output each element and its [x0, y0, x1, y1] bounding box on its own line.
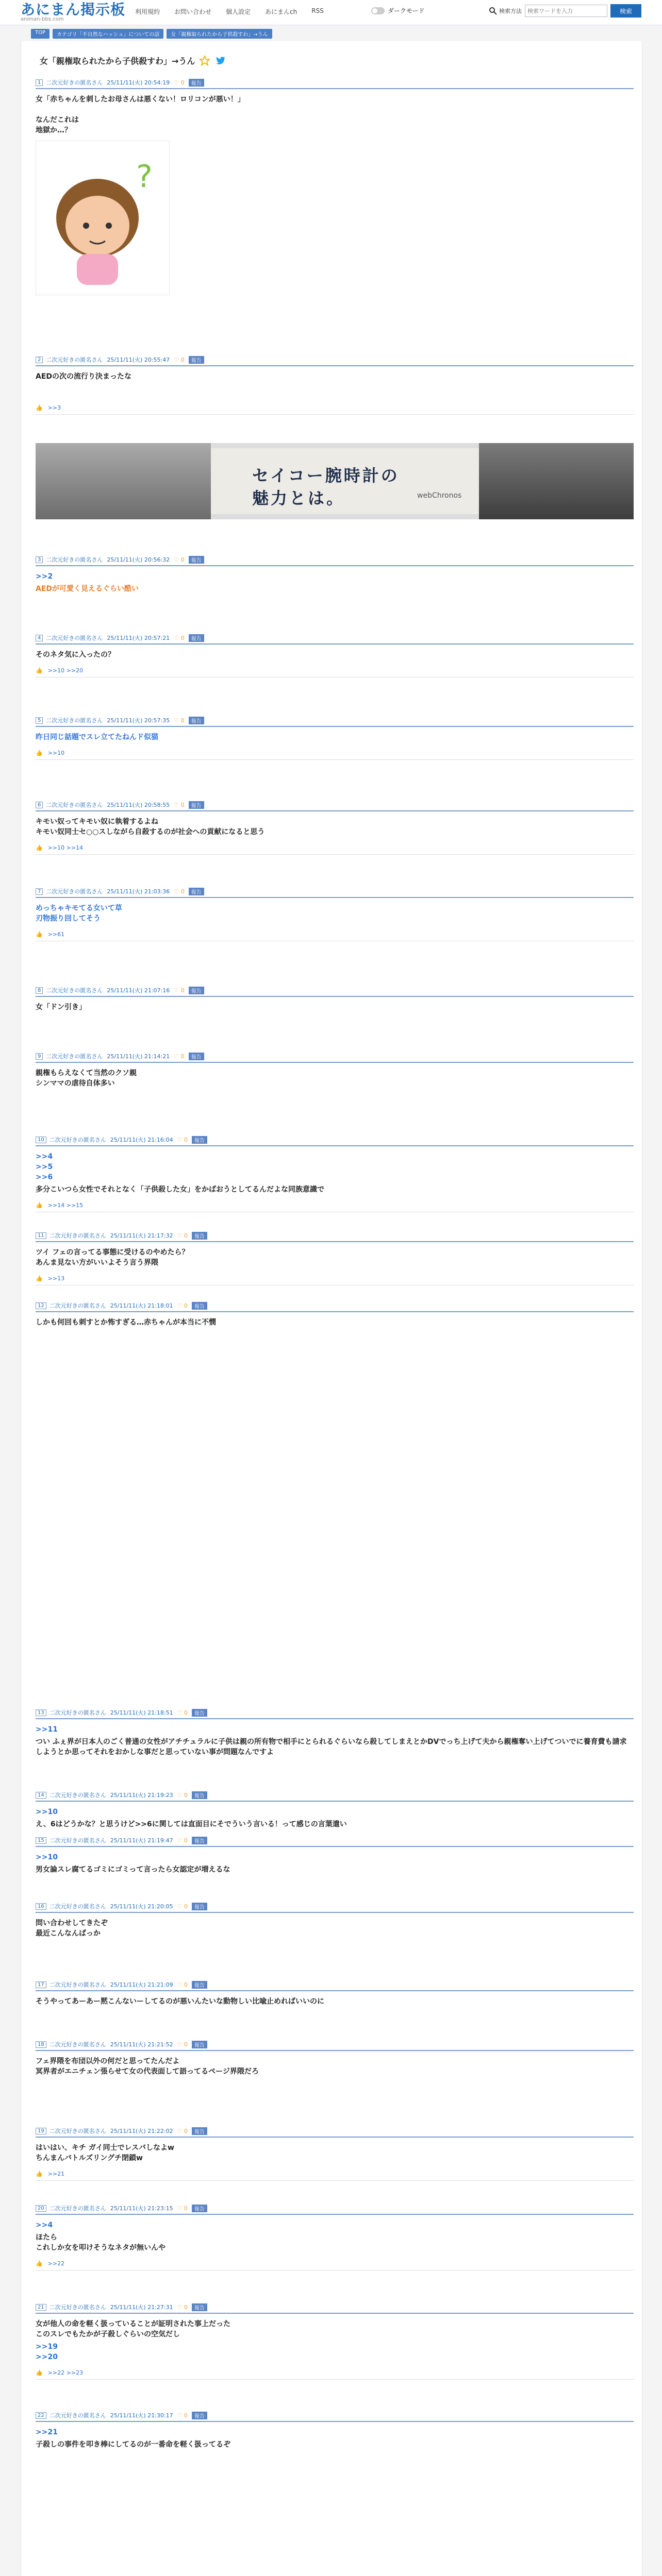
breadcrumb-category[interactable]: カテゴリ「不自然なハッシュ」についての話: [53, 29, 163, 39]
like-count[interactable]: ♡ 0: [177, 1709, 188, 1716]
search-area: [489, 4, 641, 18]
post-number[interactable]: 10: [36, 1137, 46, 1143]
post-body: はいはい、キチ ガイ同士でレスバしなよw ちんまんバトルズリングチ閉鎖w: [36, 2144, 174, 2162]
post-number[interactable]: 12: [36, 1302, 46, 1309]
post-author: 二次元好きの匿名さん: [46, 79, 103, 86]
post-footer: [36, 2260, 634, 2270]
post-20: [36, 2204, 634, 2270]
post-body: 昨日同じ話題でスレ立てたねんド似猫: [36, 733, 158, 741]
post-number[interactable]: 5: [36, 717, 43, 724]
post-header: [36, 1301, 634, 1312]
toggle-switch[interactable]: [371, 7, 385, 14]
search-input[interactable]: [525, 5, 607, 17]
report-button[interactable]: 報告: [192, 1903, 207, 1910]
thumbs-up-icon[interactable]: 👍: [36, 1202, 43, 1209]
post-header: [36, 801, 634, 811]
thumbs-up-icon[interactable]: 👍: [36, 2369, 43, 2376]
like-count-value: 0: [184, 2041, 188, 2048]
post-header: [36, 1791, 634, 1802]
post-19: [36, 2127, 634, 2181]
post-body: そうやってあーあー黙こんないーしてるのが悪いんたいな動物しい比喩止めればいいのに: [36, 1997, 324, 2006]
like-count[interactable]: ♡ 0: [174, 634, 185, 641]
like-count[interactable]: ♡ 0: [174, 888, 185, 895]
like-count[interactable]: ♡ 0: [177, 1981, 188, 1988]
post-4: [36, 634, 634, 677]
post-number[interactable]: 21: [36, 2304, 46, 2311]
reply-links[interactable]: >>13: [47, 1275, 65, 1282]
reply-links[interactable]: >>10: [47, 750, 65, 756]
ad-headline: セイコー腕時計の: [252, 466, 400, 485]
star-icon[interactable]: [199, 55, 210, 66]
post-author: 二次元好きの匿名さん: [46, 717, 103, 724]
like-count[interactable]: ♡ 0: [174, 1053, 185, 1060]
post-body: ツイ フェの言ってる事態に受けるのやめたら？ あんま見ない方がいいよそう言う界隈: [36, 1248, 189, 1267]
post-date: 25/11/11(火) 21:18:51: [110, 1709, 173, 1716]
post-body: 親権もらえなくて当然のクソ親 シンママの虐待自体多い: [36, 1069, 137, 1088]
report-button[interactable]: 報告: [189, 356, 204, 364]
thumbs-up-icon[interactable]: 👍: [36, 844, 43, 851]
search-mode[interactable]: 検索方法: [499, 8, 522, 14]
post-number[interactable]: 15: [36, 1837, 46, 1844]
like-count[interactable]: ♡ 0: [177, 1232, 188, 1239]
post-number[interactable]: 6: [36, 802, 43, 808]
report-button[interactable]: 報告: [189, 556, 204, 564]
reply-links[interactable]: >>22: [47, 2260, 65, 2267]
post-number[interactable]: 13: [36, 1709, 46, 1716]
post-header: [36, 1980, 634, 1991]
post-header: [36, 355, 634, 366]
like-count-value: 0: [180, 888, 185, 895]
report-button[interactable]: 報告: [189, 888, 204, 895]
post-author: 二次元好きの匿名さん: [49, 2205, 106, 2212]
post-footer: [36, 844, 634, 855]
post-anchor[interactable]: >>4: [36, 2221, 53, 2229]
post-11: [36, 1231, 634, 1285]
post-footer: [36, 2171, 634, 2181]
post-author: 二次元好きの匿名さん: [46, 357, 103, 363]
post-header: [36, 1836, 634, 1847]
post-author: 二次元好きの匿名さん: [46, 635, 103, 641]
post-14: [36, 1791, 634, 1829]
post-footer: [36, 667, 634, 677]
like-count[interactable]: ♡ 0: [177, 1903, 188, 1910]
post-author: 二次元好きの匿名さん: [49, 2128, 106, 2134]
like-count-value: 0: [184, 2127, 188, 2134]
post-author: 二次元好きの匿名さん: [49, 2041, 106, 2048]
reply-links[interactable]: >>21: [47, 2171, 65, 2177]
ad-watch-image: [479, 443, 634, 519]
report-button[interactable]: 報告: [189, 717, 204, 724]
post-date: 25/11/11(火) 21:21:09: [110, 1981, 173, 1988]
post-number[interactable]: 8: [36, 987, 43, 994]
like-count[interactable]: ♡ 0: [177, 2412, 188, 2419]
post-7: [36, 887, 634, 941]
post-number[interactable]: 2: [36, 357, 43, 363]
like-count[interactable]: ♡ 0: [177, 1136, 188, 1143]
post-footer: [36, 931, 634, 941]
thumbs-up-icon[interactable]: 👍: [36, 2260, 43, 2267]
post-number[interactable]: 14: [36, 1792, 46, 1799]
post-footer: [36, 2369, 634, 2380]
thumbs-up-icon[interactable]: 👍: [36, 404, 43, 411]
report-button[interactable]: 報告: [192, 1981, 207, 1989]
like-count-value: 0: [184, 2412, 188, 2419]
ad-brand: webChronos: [417, 492, 462, 500]
report-button[interactable]: 報告: [192, 2041, 207, 2048]
header: [0, 0, 662, 25]
post-number[interactable]: 4: [36, 635, 43, 641]
report-button[interactable]: 報告: [192, 2127, 207, 2135]
report-button[interactable]: 報告: [192, 2205, 207, 2212]
nav-contact[interactable]: お問い合わせ: [174, 8, 212, 15]
post-header: [36, 716, 634, 727]
post-21: [36, 2303, 634, 2380]
like-count-value: 0: [180, 717, 185, 724]
post-body: 問い合わせしてきたぞ 最近こんなんばっか: [36, 1919, 108, 1938]
reply-links[interactable]: >>61: [47, 931, 65, 938]
like-count[interactable]: ♡ 0: [177, 1302, 188, 1309]
post-number[interactable]: 19: [36, 2128, 46, 2134]
breadcrumb-thread[interactable]: 女「親権取られたから子供殺すわ」→うん: [167, 29, 272, 39]
post-date: 25/11/11(火) 21:23:15: [110, 2205, 173, 2212]
search-button[interactable]: 検索: [610, 4, 641, 18]
post-date: 25/11/11(火) 21:21:52: [110, 2041, 173, 2048]
post-header: [36, 1231, 634, 1242]
post-number[interactable]: 9: [36, 1053, 43, 1060]
report-button[interactable]: 報告: [192, 1791, 207, 1799]
post-header: [36, 555, 634, 566]
post-anchor[interactable]: >>11: [36, 1725, 58, 1734]
breadcrumb: [31, 29, 275, 39]
post-2: [36, 355, 634, 415]
post-date: 25/11/11(火) 20:56:32: [107, 556, 170, 563]
nav-animanch[interactable]: あにまんch: [265, 8, 297, 15]
thumbs-up-icon[interactable]: 👍: [36, 667, 43, 674]
post-number[interactable]: 11: [36, 1232, 46, 1239]
post-date: 25/11/11(火) 21:14:21: [107, 1053, 170, 1060]
post-body: 女が他人の命を軽く扱っていることが証明された事上だった このスレでもたかが子殺しぐらいの空気だし: [36, 2320, 230, 2338]
like-count-value: 0: [184, 2205, 188, 2212]
post-date: 25/11/11(火) 21:19:23: [110, 1792, 173, 1799]
svg-text:?: ?: [136, 159, 153, 195]
post-9: [36, 1052, 634, 1089]
like-count-value: 0: [184, 1302, 188, 1309]
post-body: 多分こいつら女性でそれとなく「子供殺した女」をかばおうとしてるんだよな同族意識で: [36, 1185, 324, 1194]
post-15: [36, 1836, 634, 1875]
post-number[interactable]: 22: [36, 2412, 46, 2419]
post-number[interactable]: 16: [36, 1903, 46, 1910]
like-count-value: 0: [184, 1981, 188, 1988]
like-count[interactable]: ♡ 0: [177, 2127, 188, 2134]
post-body: ほたら これしか女を叩けそうなネタが無いんや: [36, 2233, 166, 2252]
like-count[interactable]: ♡ 0: [174, 79, 185, 86]
post-13: [36, 1708, 634, 1757]
like-count-value: 0: [180, 801, 185, 808]
report-button[interactable]: 報告: [189, 79, 204, 87]
post-header: [36, 1136, 634, 1146]
dark-mode-toggle[interactable]: [371, 6, 425, 15]
post-date: 25/11/11(火) 20:54:19: [107, 79, 170, 86]
like-count-value: 0: [180, 987, 185, 994]
post-3: [36, 555, 634, 594]
dark-mode-label: ダークモード: [388, 7, 425, 14]
post-anchor[interactable]: >>2: [36, 572, 53, 581]
post-12: [36, 1301, 634, 1328]
like-count-value: 0: [184, 1837, 188, 1844]
ad-banner[interactable]: [36, 443, 634, 519]
post-17: [36, 1980, 634, 2007]
reply-links[interactable]: >>14 >>15: [47, 1202, 84, 1209]
reply-links[interactable]: >>10 >>20: [47, 667, 84, 674]
report-button[interactable]: 報告: [192, 2303, 207, 2311]
post-anchor[interactable]: >>10: [36, 1853, 58, 1861]
like-count[interactable]: ♡ 0: [177, 2205, 188, 2212]
post-number[interactable]: 1: [36, 79, 43, 86]
post-number[interactable]: 17: [36, 1981, 46, 1988]
post-body: つい ふぇ界が日本人のごく普通の女性がアチチュラルに子供は親の所有物で相手にとられるぐらいなら殺してしまえとかDVでっち上げて夫から親権奪い上げてついでに養育費も請求しようとか思ってそれをおかしな事だと思っていない事が問題なんですよ: [36, 1738, 627, 1756]
post-body: AEDの次の流行り決まったな: [36, 372, 132, 381]
top-nav: [135, 7, 338, 16]
post-body: 子殺しの事件を叩き棒にしてるのが一番命を軽く扱ってるぞ: [36, 2441, 230, 2449]
post-date: 25/11/11(火) 20:57:21: [107, 635, 170, 641]
like-count-value: 0: [180, 634, 185, 641]
post-body: そのネタ気に入ったの？: [36, 651, 115, 659]
post-author: 二次元好きの匿名さん: [49, 1837, 106, 1844]
post-author: 二次元好きの匿名さん: [46, 1053, 103, 1060]
post-number[interactable]: 20: [36, 2205, 46, 2212]
post-5: [36, 716, 634, 760]
like-count[interactable]: ♡ 0: [174, 556, 185, 563]
post-author: 二次元好きの匿名さん: [49, 2304, 106, 2311]
post-header: [36, 634, 634, 645]
like-count-value: 0: [184, 1709, 188, 1716]
like-count-value: 0: [180, 79, 185, 86]
like-count[interactable]: ♡ 0: [177, 2303, 188, 2311]
like-count[interactable]: ♡ 0: [174, 356, 185, 363]
like-count-value: 0: [180, 1053, 185, 1060]
post-date: 25/11/11(火) 21:03:36: [107, 888, 170, 895]
post-footer: [36, 750, 634, 760]
logo-title: あにまん掲示板: [21, 1, 126, 18]
like-count-value: 0: [184, 1136, 188, 1143]
report-button[interactable]: 報告: [192, 1232, 207, 1240]
post-author: 二次元好きの匿名さん: [49, 1232, 106, 1239]
post-body: 男女論スレ腐てるゴミにゴミって言ったら女認定が増えるな: [36, 1866, 230, 1874]
post-date: 25/11/11(火) 21:20:05: [110, 1903, 173, 1910]
post-author: 二次元好きの匿名さん: [49, 1302, 106, 1309]
post-body: 女「赤ちゃんを刺したお母さんは悪くない！ロリコンが悪い！」 なんだこれは 地獄か…？: [36, 95, 245, 134]
thumbs-up-icon[interactable]: 👍: [36, 750, 43, 756]
like-count-value: 0: [184, 1232, 188, 1239]
post-1: [36, 78, 634, 297]
report-button[interactable]: 報告: [192, 1709, 207, 1717]
post-footer: [36, 404, 634, 415]
site-logo[interactable]: [21, 2, 125, 22]
report-button[interactable]: 報告: [192, 1136, 207, 1144]
thread-main: [21, 41, 642, 2576]
like-count-value: 0: [184, 1903, 188, 1910]
post-date: 25/11/11(火) 21:16:04: [110, 1137, 173, 1143]
post-date: 25/11/11(火) 21:22:02: [110, 2128, 173, 2134]
thread-title-text: 女「親権取られたから子供殺すわ」→うん: [40, 56, 195, 66]
post-body: めっちゃキモてる女いて草 刃物振り回してそう: [36, 904, 122, 923]
like-count[interactable]: ♡ 0: [174, 801, 185, 808]
post-6: [36, 801, 634, 855]
post-header: [36, 2204, 634, 2215]
post-author: 二次元好きの匿名さん: [46, 556, 103, 563]
post-body: キモい奴ってキモい奴に執着するよね キモい奴同士セ○○スしながら自殺するのが社会への貢献になると思う: [36, 818, 265, 836]
nav-settings[interactable]: 個人設定: [226, 8, 251, 15]
post-date: 25/11/11(火) 21:30:17: [110, 2412, 173, 2419]
like-count-value: 0: [180, 556, 185, 563]
like-count-value: 0: [184, 2303, 188, 2311]
post-body: フェ界隈を布団以外の何だと思ってたんだよ 冥界者がエニチェン張らせて女の代表面して語ってるページ界隈だろ: [36, 2057, 259, 2076]
post-date: 25/11/11(火) 21:07:16: [107, 987, 170, 994]
post-footer: [36, 1275, 634, 1285]
like-count[interactable]: ♡ 0: [174, 717, 185, 724]
post-body: え、6はどうかな？と思うけど>>6に関しては直面目にそでういう言いる！って感じの言葉遣い: [36, 1820, 347, 1828]
post-anchor[interactable]: >>19 >>20: [36, 2343, 58, 2361]
post-date: 25/11/11(火) 21:17:32: [110, 1232, 173, 1239]
post-date: 25/11/11(火) 20:55:47: [107, 357, 170, 363]
post-18: [36, 2040, 634, 2077]
post-16: [36, 1902, 634, 1939]
reply-links[interactable]: >>22 >>23: [47, 2369, 84, 2376]
thumbs-up-icon[interactable]: 👍: [36, 1275, 43, 1282]
search-icon: [489, 7, 497, 15]
like-count[interactable]: ♡ 0: [177, 1837, 188, 1844]
ad-headline-2: 魅力とは。: [252, 488, 345, 508]
thread-title: [40, 55, 226, 66]
post-anchor[interactable]: >>10: [36, 1808, 58, 1816]
post-anchor[interactable]: >>4 >>5 >>6: [36, 1153, 53, 1181]
post-number[interactable]: 18: [36, 2041, 46, 2048]
post-date: 25/11/11(火) 21:19:47: [110, 1837, 173, 1844]
post-author: 二次元好きの匿名さん: [49, 1137, 106, 1143]
post-author: 二次元好きの匿名さん: [46, 802, 103, 808]
post-number[interactable]: 3: [36, 556, 43, 563]
report-button[interactable]: 報告: [192, 1302, 207, 1310]
post-header: [36, 887, 634, 898]
like-count-value: 0: [180, 356, 185, 363]
like-count[interactable]: ♡ 0: [177, 1791, 188, 1799]
report-button[interactable]: 報告: [189, 987, 204, 994]
post-author: 二次元好きの匿名さん: [46, 987, 103, 994]
report-button[interactable]: 報告: [192, 1837, 207, 1844]
ad-building-image: [36, 443, 211, 519]
post-22: [36, 2411, 634, 2450]
like-count[interactable]: ♡ 0: [177, 2041, 188, 2048]
like-count-value: 0: [184, 1791, 188, 1799]
post-header: [36, 1902, 634, 1913]
post-author: 二次元好きの匿名さん: [49, 2412, 106, 2419]
reply-links[interactable]: >>3: [47, 404, 61, 411]
post-body: 女「ドン引き」: [36, 1003, 86, 1011]
post-body: AEDが可愛く見えるぐらい酷い: [36, 585, 139, 593]
logo-sub: animan-bbs.com: [21, 16, 64, 22]
post-body: しかも何回も刺すとか怖すぎる…赤ちゃんが本当に不憫: [36, 1318, 216, 1327]
post-header: [36, 1708, 634, 1719]
post-header: [36, 2040, 634, 2051]
post-footer: [36, 1202, 634, 1212]
report-button[interactable]: 報告: [189, 801, 204, 809]
post-header: [36, 78, 634, 89]
post-number[interactable]: 7: [36, 888, 43, 895]
post-header: [36, 1052, 634, 1063]
post-10: [36, 1136, 634, 1212]
thumbs-up-icon[interactable]: 👍: [36, 931, 43, 938]
post-author: 二次元好きの匿名さん: [49, 1981, 106, 1988]
post-author: 二次元好きの匿名さん: [49, 1709, 106, 1716]
post-anchor[interactable]: >>21: [36, 2428, 58, 2436]
reply-links[interactable]: >>10 >>14: [47, 844, 84, 851]
nav-rss[interactable]: RSS: [311, 7, 324, 14]
nav-terms[interactable]: 利用規約: [135, 8, 160, 15]
post-date: 25/11/11(火) 20:58:55: [107, 802, 170, 808]
post-author: 二次元好きの匿名さん: [49, 1903, 106, 1910]
report-button[interactable]: 報告: [189, 634, 204, 642]
post-header: [36, 2411, 634, 2422]
report-button[interactable]: 報告: [189, 1053, 204, 1060]
twitter-icon[interactable]: [214, 55, 226, 66]
post-date: 25/11/11(火) 21:18:01: [110, 1302, 173, 1309]
post-date: 25/11/11(火) 21:27:31: [110, 2304, 173, 2311]
post-image-child-illustration[interactable]: [36, 141, 170, 295]
post-author: 二次元好きの匿名さん: [49, 1792, 106, 1799]
post-header: [36, 2127, 634, 2138]
breadcrumb-top[interactable]: TOP: [31, 29, 49, 39]
post-author: 二次元好きの匿名さん: [46, 888, 103, 895]
report-button[interactable]: 報告: [192, 2412, 207, 2419]
post-8: [36, 986, 634, 1012]
post-header: [36, 2303, 634, 2314]
thumbs-up-icon[interactable]: 👍: [36, 2171, 43, 2177]
post-date: 25/11/11(火) 20:57:35: [107, 717, 170, 724]
like-count[interactable]: ♡ 0: [174, 987, 185, 994]
post-header: [36, 986, 634, 997]
